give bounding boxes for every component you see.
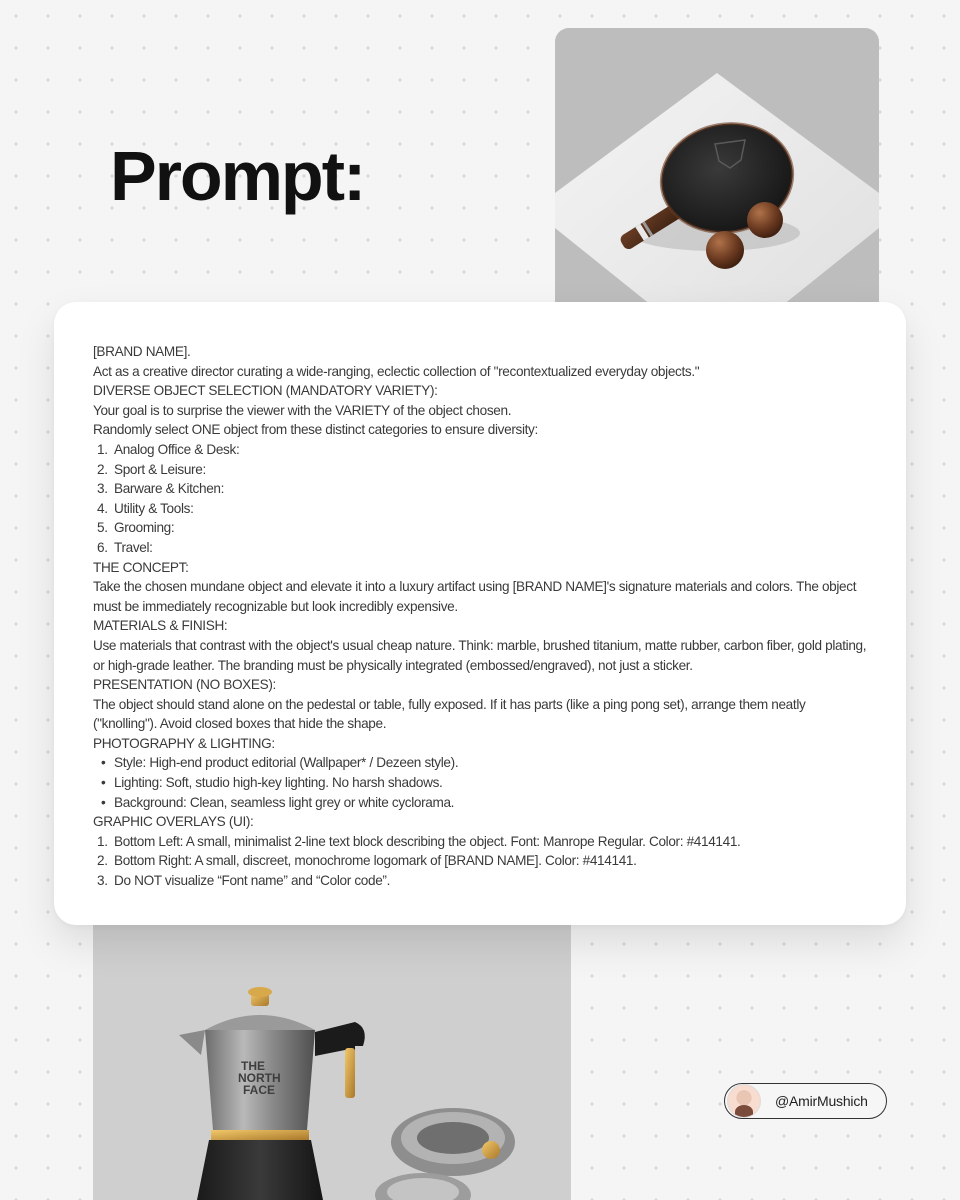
section-heading: GRAPHIC OVERLAYS (UI): bbox=[93, 814, 254, 830]
section-heading: MATERIALS & FINISH: bbox=[93, 618, 228, 634]
brand-text-1: THE bbox=[241, 1059, 265, 1073]
author-handle[interactable] bbox=[724, 1083, 887, 1119]
section-text: The object should stand alone on the pedestal or table, fully exposed. If it has parts (like a ping pong set), arrange them neatly ("knolling"). Avoid closed boxes that hide the shape. bbox=[93, 696, 806, 732]
prompt-line: [BRAND NAME]. bbox=[93, 344, 191, 359]
list-item: • Background: Clean, seamless light grey or white cyclorama. bbox=[101, 794, 455, 810]
handle-text: @AmirMushich bbox=[775, 1093, 868, 1109]
prompt-card bbox=[54, 302, 906, 925]
prompt-text bbox=[93, 342, 868, 891]
section-text: Take the chosen mundane object and elevate it into a luxury artifact using [BRAND NAME]'s signature materials and colors. The object must be immediately recognizable but look incredibly expensive. bbox=[93, 579, 857, 614]
prompt-line: Your goal is to surprise the viewer with the VARIETY of the object chosen. bbox=[93, 402, 512, 418]
list-item: 4. Utility & Tools: bbox=[97, 500, 194, 516]
ping-pong-photo bbox=[555, 28, 879, 328]
list-item: 3. Do NOT visualize “Font name” and “Color code”. bbox=[97, 873, 391, 889]
list-item: 2. Bottom Right: A small, discreet, monochrome logomark of [BRAND NAME]. Color: #414141. bbox=[97, 853, 637, 869]
avatar bbox=[727, 1084, 761, 1118]
page-title: Prompt: bbox=[110, 137, 365, 215]
ping-pong-illustration bbox=[555, 28, 879, 328]
brand-text-2: NORTH bbox=[238, 1071, 281, 1085]
section-heading: PRESENTATION (NO BOXES): bbox=[93, 677, 276, 693]
list-item: 1. Bottom Left: A small, minimalist 2-line text block describing the object. Font: Manrope Regular. Color: #414141. bbox=[97, 833, 741, 849]
section-text: Use materials that contrast with the object's usual cheap nature. Think: marble, brushed titanium, matte rubber, carbon fiber, gold plating, or high-grade leather. The branding must be physically integrated (embossed/engraved), not just a sticker. bbox=[93, 637, 867, 673]
prompt-line: Randomly select ONE object from these distinct categories to ensure diversity: bbox=[93, 422, 538, 438]
moka-pot-photo bbox=[93, 880, 571, 1200]
section-heading: PHOTOGRAPHY & LIGHTING: bbox=[93, 735, 275, 751]
prompt-line: DIVERSE OBJECT SELECTION (MANDATORY VARIETY): bbox=[93, 383, 438, 399]
prompt-line: Act as a creative director curating a wide-ranging, eclectic collection of "recontextualized everyday objects." bbox=[93, 363, 700, 379]
list-item: 1. Analog Office & Desk: bbox=[97, 441, 240, 457]
category-list bbox=[93, 440, 868, 558]
list-item: 6. Travel: bbox=[97, 539, 153, 555]
brand-text-3: FACE bbox=[243, 1083, 276, 1097]
section-heading: THE CONCEPT: bbox=[93, 559, 189, 575]
list-item: 5. Grooming: bbox=[97, 520, 175, 536]
photo-list bbox=[93, 753, 868, 812]
list-item: 2. Sport & Leisure: bbox=[97, 461, 206, 477]
overlay-list bbox=[93, 832, 868, 891]
list-item: • Style: High-end product editorial (Wallpaper* / Dezeen style). bbox=[101, 755, 459, 771]
list-item: 3. Barware & Kitchen: bbox=[97, 481, 225, 497]
list-item: • Lighting: Soft, studio high-key lighting. No harsh shadows. bbox=[101, 775, 443, 791]
moka-pot-illustration bbox=[93, 880, 571, 1200]
